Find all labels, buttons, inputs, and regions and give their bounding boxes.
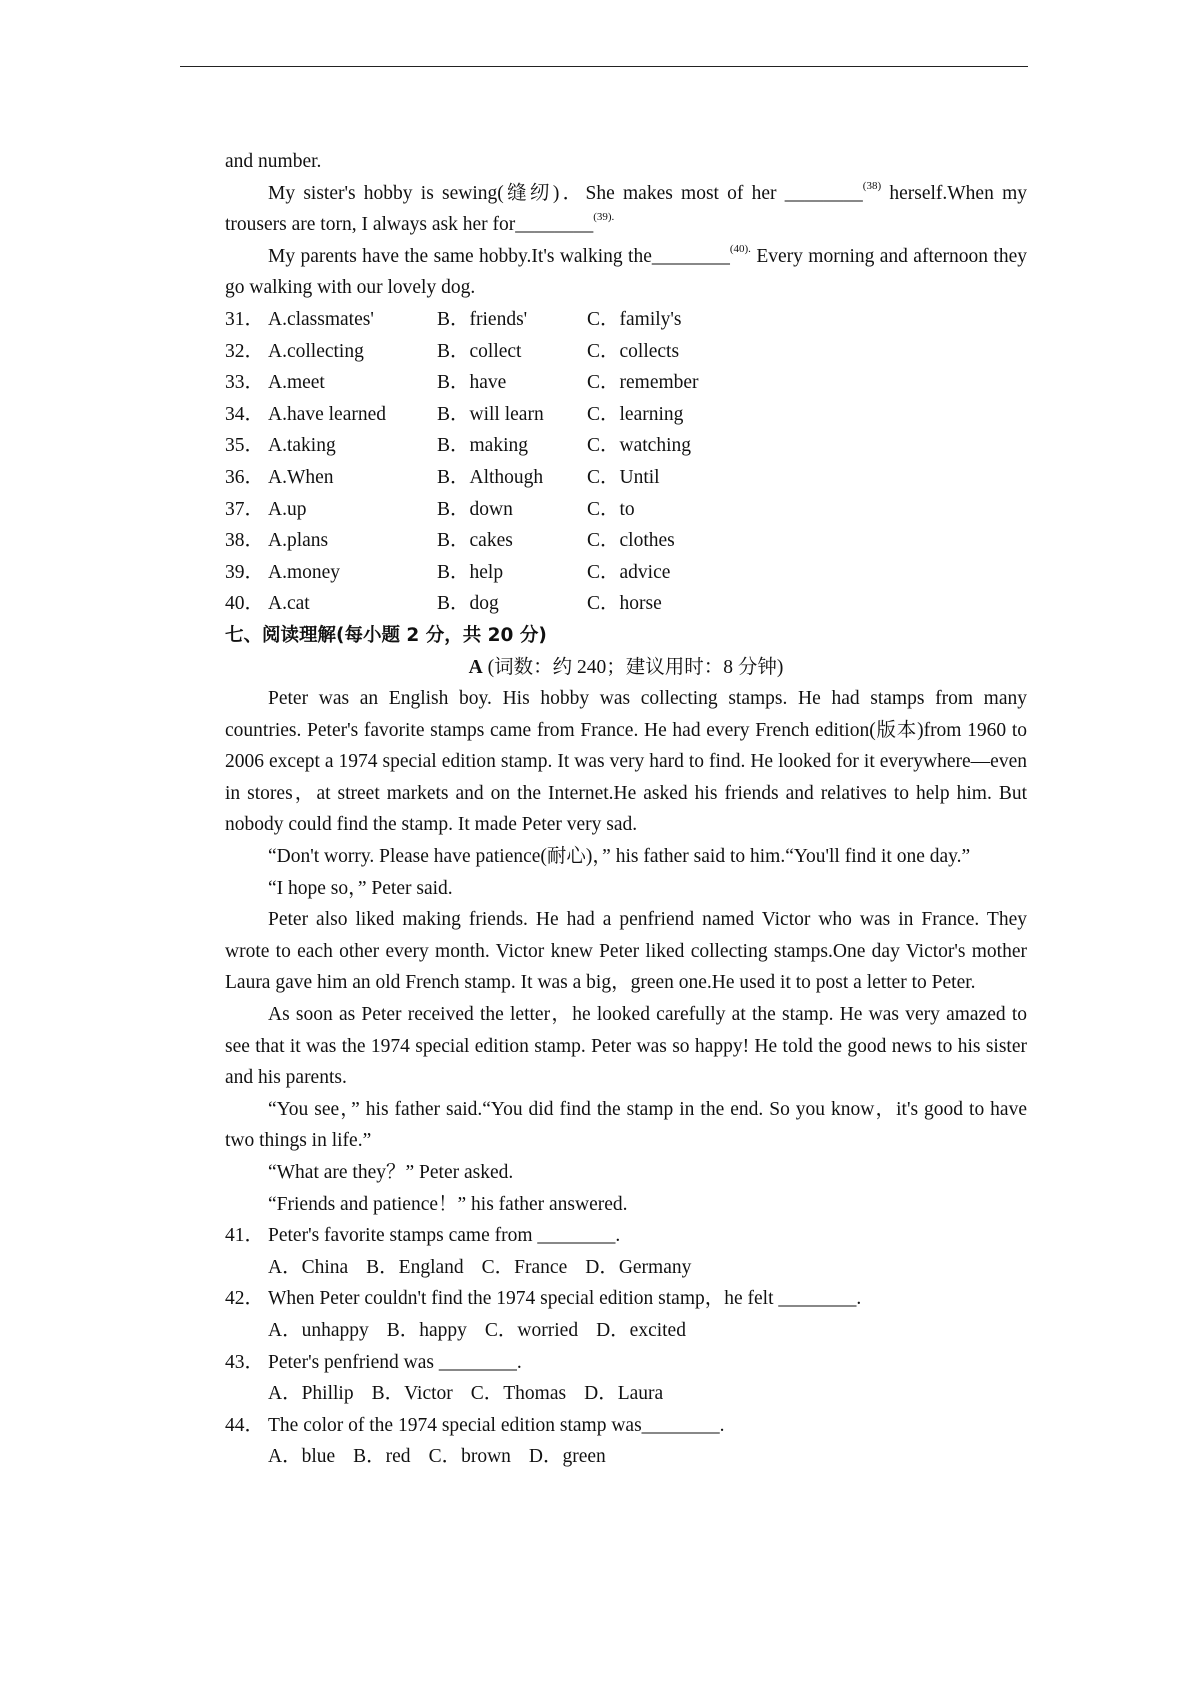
cloze-option-row [225,557,1027,589]
option-c: C．to [587,498,635,520]
option-c: C．advice [587,561,671,583]
choice-b: B．red [353,1446,411,1468]
cloze-options-list [225,304,1027,620]
option-b: B．collect [437,340,522,362]
cloze-option-row [225,336,1027,368]
cloze-text: herself.When my trousers are torn, I always ask her for________ [225,182,1027,236]
option-a: A.meet [268,372,325,394]
choice-a: A．Phillip [268,1383,354,1405]
cloze-option-row [225,588,1027,620]
choice-a: A．unhappy [268,1319,369,1341]
question-stem-row [225,1283,1027,1315]
option-b: B．cakes [437,530,513,552]
passage-paragraph: “Don't worry. Please have patience(耐心)，” his father said to him.“You'll find it one day.” [268,846,971,868]
option-b: B．friends' [437,308,528,330]
passage-paragraph: Peter also liked making friends. He had a penfriend named Victor who was in France. They wrote to each other every month. Victor knew Peter liked collecting stamps.One day Victor's mother Laura gave him an old French stamp. It was a big，green one.He used it to post a letter to Peter. [225,909,1027,994]
option-a: A.plans [268,530,329,552]
cloze-option-row [225,494,1027,526]
cloze-option-row [225,462,1027,494]
option-b: B．making [437,435,528,457]
choice-b: B．England [366,1256,464,1278]
choice-d: D．green [528,1446,606,1468]
question-number: 40． [225,593,265,615]
question-number: 32． [225,340,265,362]
cloze-text: My parents have the same hobby.It's walking the________ [268,245,730,267]
answer-choices [225,1252,1027,1284]
option-c: C．family's [587,308,682,330]
option-b: B．help [437,561,504,583]
option-a: A.taking [268,435,336,457]
option-b: B．will learn [437,403,544,425]
passage-heading [225,652,1027,684]
choice-c: C．Thomas [470,1383,567,1405]
cloze-text: Every morning and afternoon they go walking with our lovely dog. [225,245,1027,299]
question-number: 33． [225,372,265,394]
question-number: 36． [225,466,265,488]
choice-c: C．brown [428,1446,511,1468]
cloze-option-row [225,430,1027,462]
choice-b: B．happy [386,1319,467,1341]
passage-paragraph: “What are they？” Peter asked. [268,1162,514,1183]
option-a: A.When [268,466,334,488]
option-c: C．learning [587,403,684,425]
choice-b: B．Victor [371,1383,453,1405]
choice-a: A．China [268,1256,349,1278]
question-stem-row [225,1220,1027,1252]
cloze-option-row [225,399,1027,431]
question-stem: When Peter couldn't find the 1974 special edition stamp，he felt ________. [268,1288,862,1310]
blank-marker-39: (39). [593,211,615,224]
question-number: 44． [225,1414,265,1436]
answer-choices [225,1441,1027,1473]
option-a: A.money [268,561,341,583]
question-number: 43． [225,1351,265,1373]
option-a: A.up [268,498,307,520]
passage-paragraph: “Friends and patience！” his father answered. [268,1193,628,1215]
question-number: 37． [225,498,265,520]
option-b: B．Although [437,466,544,488]
passage-letter: A [468,656,483,678]
option-a: A.collecting [268,340,364,362]
passage-info: (词数：约 240；建议用时：8 分钟) [482,656,784,678]
question-number: 38． [225,530,265,552]
choice-d: D．Laura [584,1383,664,1405]
question-number: 35． [225,435,265,457]
option-c: C．clothes [587,530,675,552]
passage-paragraph: “You see，” his father said.“You did find the stamp in the end. So you know，it's good to have two things in life.” [225,1098,1027,1152]
cloze-paragraph-sister [225,178,1027,241]
passage-paragraph: “I hope so，” Peter said. [268,877,453,899]
option-b: B．down [437,498,513,520]
cloze-option-row [225,304,1027,336]
choice-d: D．Germany [585,1256,692,1278]
cloze-option-row [225,367,1027,399]
cloze-paragraph-parents [225,241,1027,304]
header-rule [180,66,1028,67]
option-c: C．remember [587,372,699,394]
option-a: A.classmates' [268,308,374,330]
choice-a: A．blue [268,1446,336,1468]
cloze-tail-line: and number. [225,151,322,172]
question-number: 39． [225,561,265,583]
question-number: 31． [225,308,265,330]
question-number: 34． [225,403,265,425]
question-stem-row [225,1347,1027,1379]
option-a: A.have learned [268,403,387,425]
question-stem: Peter's penfriend was ________. [268,1351,522,1373]
answer-choices [225,1315,1027,1347]
option-c: C．Until [587,466,660,488]
section-title: 七、阅读理解(每小题 2 分，共 20 分) [225,624,547,646]
question-list [225,1220,1027,1473]
option-a: A.cat [268,593,310,615]
cloze-option-row [225,525,1027,557]
question-stem: Peter's favorite stamps came from ________. [268,1225,621,1247]
question-number: 42． [225,1288,265,1310]
option-b: B．dog [437,593,499,615]
blank-marker-40: (40). [729,242,751,255]
question-stem: The color of the 1974 special edition stamp was________. [268,1414,725,1436]
blank-marker-38: (38) [862,179,882,192]
answer-choices [225,1378,1027,1410]
option-c: C．watching [587,435,691,457]
choice-c: C．France [481,1256,568,1278]
passage-paragraph: Peter was an English boy. His hobby was collecting stamps. He had stamps from many countries. Peter's favorite stamps came from France. He had every French edition(版本)from 1960 to 2006 except a 1974 special edition stamp. It was very hard to find. He looked for it everywhere—even in stores，at street markets and on the Internet.He asked his friends and relatives to help him. But nobody could find the stamp. It made Peter very sad. [225,688,1027,836]
cloze-text: My sister's hobby is sewing(缝纫)．She makes most of her ________ [268,182,863,204]
choice-c: C．worried [484,1319,579,1341]
page-content [225,146,1027,1473]
option-c: C．horse [587,593,662,615]
question-stem-row [225,1410,1027,1442]
question-number: 41． [225,1225,265,1247]
option-b: B．have [437,372,507,394]
passage-paragraph: As soon as Peter received the letter，he looked carefully at the stamp. He was very amazed to see that it was the 1974 special edition stamp. Peter was so happy! He told the good news to his sister and his parents. [225,1004,1027,1089]
choice-d: D．excited [596,1319,686,1341]
option-c: C．collects [587,340,680,362]
